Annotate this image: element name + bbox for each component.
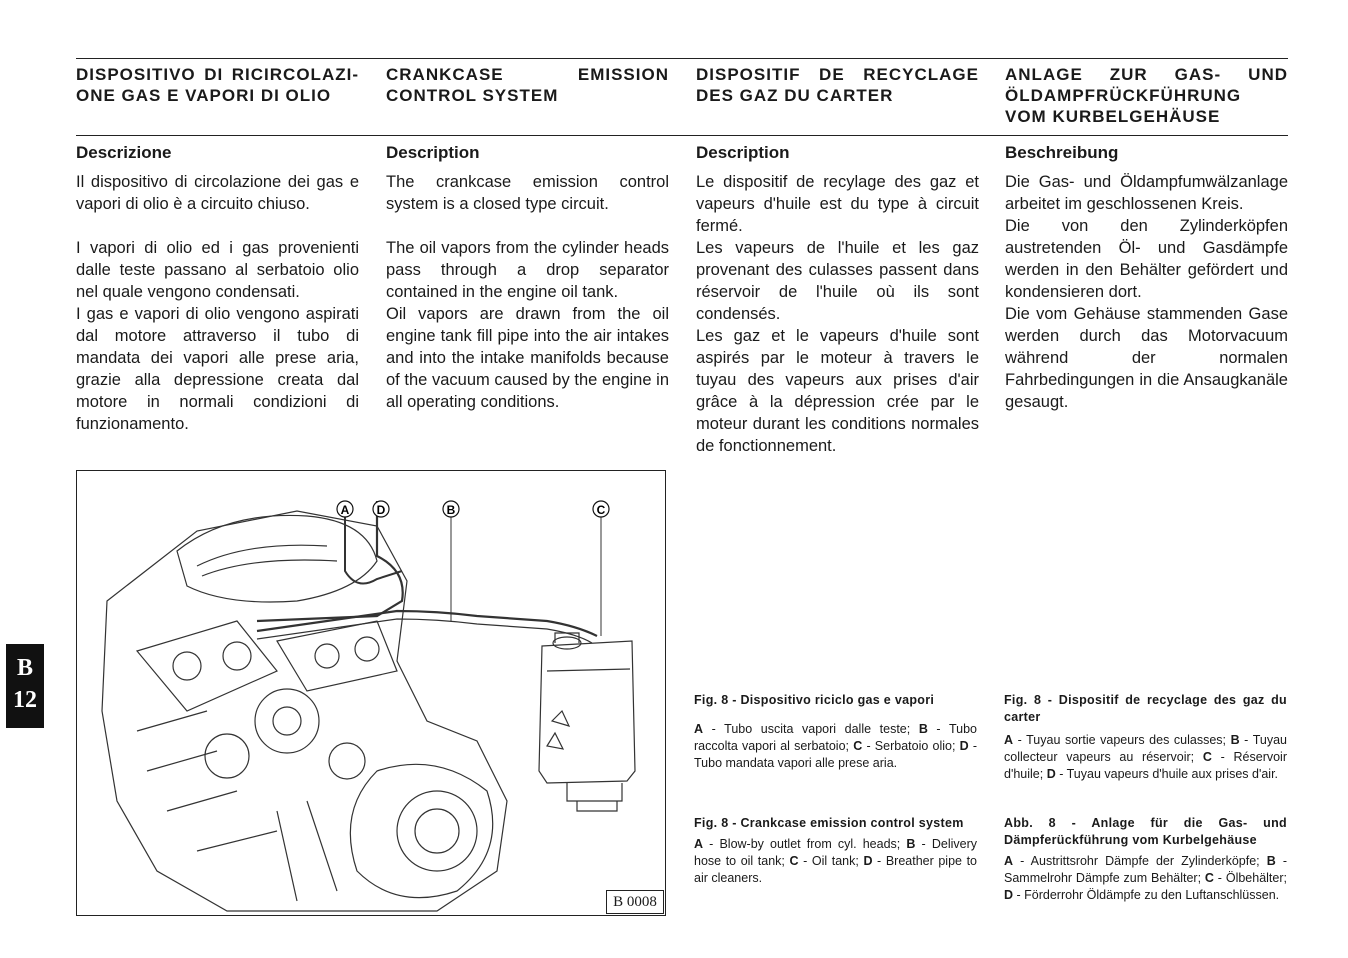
- cylinder-head: [137, 621, 277, 711]
- section-letter: B: [16, 655, 33, 681]
- engine-drawing: [77, 471, 665, 915]
- title-de: ANLAGE ZUR GAS- UND ÖLDAMPFRÜCKFÜHRUNG VOM KURBELGEHÄUSE: [1005, 65, 1288, 126]
- paragraph: The oil vapors from the cylinder heads pass through a drop separator contained in the engine oil tank.: [386, 239, 669, 301]
- gearbox: [350, 764, 492, 897]
- body-it: [76, 171, 359, 435]
- caption-it: [694, 692, 977, 772]
- callout-c: [593, 501, 609, 517]
- caption-legend: A - Blow-by outlet from cyl. heads; B - Delivery hose to oil tank; C - Oil tank; D - Breather pipe to air cleaners.: [694, 837, 978, 885]
- oil-tank: [539, 641, 635, 783]
- figure-ref-code: B 0008: [606, 890, 664, 914]
- caption-legend: A - Tubo uscita vapori dalle teste; B - Tubo raccolta vapori al serbatoio; C - Serbatoio olio; D - Tubo mandata vapori alle prese aria.: [694, 722, 978, 770]
- callout-b: [443, 501, 459, 517]
- callout-a: [337, 501, 353, 517]
- caption-title: Fig. 8 - Dispositivo riciclo gas e vapori: [694, 693, 935, 707]
- callout-d-label: D: [376, 503, 386, 517]
- caption-title: Abb. 8 - Anlage für die Gas- und Dämpferückführung vom Kurbelgehäuse: [1004, 816, 1287, 847]
- page-number: 12: [13, 687, 37, 713]
- caption-legend: A - Tuyau sortie vapeurs des culasses; B - Tuyau collecteur vapeurs au réservoir; C - Réservoir d'huile; D - Tuyau vapeurs d'huile aux prises d'air.: [1004, 733, 1288, 781]
- paragraph: Les gaz et le vapeurs d'huile sont aspirés par le moteur à travers le tuyau des vapeurs aux prises d'air grâce à la dépression crée par le moteur durant les conditions normales de fonctionnement.: [696, 327, 979, 455]
- vent-hose-a: [345, 501, 402, 584]
- subheading-de: Beschreibung: [1005, 143, 1119, 162]
- callouts: [337, 501, 609, 517]
- subheading-en: Description: [386, 143, 480, 162]
- title-it: DISPOSITIVO DI RICIRCOLAZI-ONE GAS E VAPORI DI OLIO: [76, 65, 359, 105]
- caption-title: Fig. 8 - Crankcase emission control system: [694, 816, 964, 830]
- body-de: [1005, 171, 1288, 413]
- callout-b-label: B: [446, 503, 456, 517]
- paragraph: Il dispositivo di circolazione dei gas e vapori di olio è a circuito chiuso.: [76, 173, 359, 213]
- title-en: CRANKCASE EMISSION CONTROL SYSTEM: [386, 65, 669, 105]
- body-fr: [696, 171, 979, 457]
- paragraph: Die von den Zylinderköpfen austretenden Öl- und Gasdämpfe werden in den Behälter gefördert und kondensieren dort.: [1005, 217, 1288, 301]
- callout-c-label: C: [596, 503, 606, 517]
- subheading-it: Descrizione: [76, 143, 172, 162]
- paragraph: I vapori di olio ed i gas provenienti dalle teste passano al serbatoio olio nel quale vengono condensati.: [76, 239, 359, 301]
- caption-legend: A - Austrittsrohr Dämpfe der Zylinderköpfe; B - Sammelrohr Dämpfe zum Behälter; C - Ölbehälter; D - Förderrohr Öldämpfe zu den Luftanschlüssen.: [1004, 854, 1288, 902]
- caption-en: [694, 815, 977, 887]
- paragraph: Les vapeurs de l'huile et les gaz provenant des culasses passent dans réservoir de l'huile où ils sont condensés.: [696, 239, 979, 323]
- caption-de: [1004, 815, 1287, 904]
- callout-d: [373, 501, 389, 517]
- subheading-fr: Description: [696, 143, 790, 162]
- paragraph: Le dispositif de recylage des gaz et vapeurs d'huile est du type à circuit fermé.: [696, 173, 979, 235]
- paragraph: Die vom Gehäuse stammenden Gase werden durch das Motorvacuum während der normalen Fahrbedingungen in die Ansaugkanäle gesaugt.: [1005, 305, 1288, 411]
- header-rule: [76, 135, 1288, 136]
- paragraph: The crankcase emission control system is a closed type circuit.: [386, 173, 669, 213]
- pulley: [255, 689, 319, 753]
- caption-fr: [1004, 692, 1287, 783]
- engine-figure: [76, 470, 666, 916]
- caption-title: Fig. 8 - Dispositif de recyclage des gaz du carter: [1004, 693, 1287, 724]
- title-fr: DISPOSITIF DE RECYCLAGE DES GAZ DU CARTER: [696, 65, 979, 105]
- section-tab: [6, 644, 44, 728]
- paragraph: I gas e vapori di olio vengono aspirati dal motore attraverso il tubo di mandata dei vapori alle prese aria, grazie alla depressione creata dal motore in normali condizioni di funzionamento.: [76, 305, 359, 433]
- callout-a-label: A: [340, 503, 350, 517]
- paragraph: Die Gas- und Öldampfumwälzanlage arbeitet im geschlossenen Kreis.: [1005, 173, 1288, 213]
- top-rule: [76, 58, 1288, 59]
- body-en: [386, 171, 669, 413]
- paragraph: Oil vapors are drawn from the oil engine tank fill pipe into the air intakes and into the intake manifolds because of the vacuum caused by the engine in all operating conditions.: [386, 305, 669, 411]
